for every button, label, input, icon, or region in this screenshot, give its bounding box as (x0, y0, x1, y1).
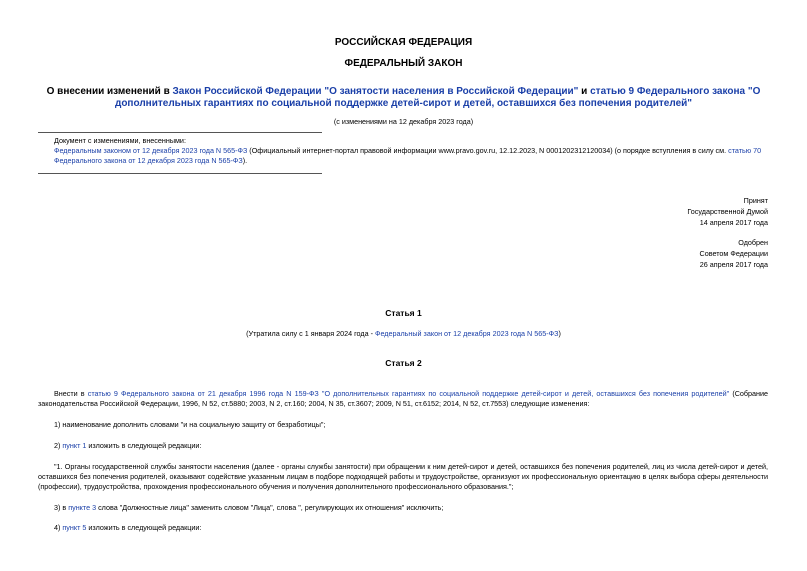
adopted-body: Государственной Думой (687, 207, 768, 216)
approved-date: 26 апреля 2017 года (699, 260, 768, 269)
article-1-note-end: ) (558, 329, 561, 338)
intro-prefix: Внести в (54, 389, 88, 398)
article-1-repeal-link[interactable]: Федеральный закон от 12 декабря 2023 года N 565-ФЗ (374, 329, 559, 338)
item-2-link[interactable]: пункт 1 (62, 441, 87, 450)
adopted-date: 14 апреля 2017 года (699, 218, 768, 227)
divider-bottom (38, 173, 322, 174)
article-1-note (0, 329, 807, 338)
amending-law-link[interactable]: Федеральным законом от 12 декабря 2023 года N 565-ФЗ (54, 146, 248, 155)
item-4 (54, 523, 768, 533)
item-1: 1) наименование дополнить словами "и на социальную защиту от безработицы"; (54, 420, 326, 429)
document-changes-text: (Официальный интернет-портал правовой информации www.pravo.gov.ru, 12.12.2023, N 0001202312120034) (о порядке вступления в силу см. (247, 146, 729, 155)
article-2-heading: Статья 2 (385, 358, 422, 368)
title-conjunction: и (578, 86, 591, 97)
title-link-employment-law[interactable]: Закон Российской Федерации "О занятости населения в Российской Федерации" (172, 86, 579, 97)
item-2-quoted-text: "1. Органы государственной службы занятости населения (далее - органы службы занятости) при обращении к ним детей-сирот и детей, оставшихся без попечения родителей, лиц из числа детей-сирот и детей, оставшихся без попечения родителей, оказывают содействие указанным лицам в подборе подходящей работы и трудоустройстве, организуют их профессиональную ориентацию в целях выбора сферы деятельности (профессии), трудоустройства, прохождения профессионального обучения и получения дополнительного профессионального образования."; (38, 462, 768, 491)
title-prefix: О внесении изменений в (46, 86, 173, 97)
adopted-label: Принят (743, 196, 768, 205)
adopted-by-duma (687, 195, 768, 228)
item-3-prefix: 3) в (54, 503, 69, 512)
item-4-prefix: 4) (54, 523, 63, 532)
country-heading: РОССИЙСКАЯ ФЕДЕРАЦИЯ (334, 37, 473, 48)
item-2-suffix: изложить в следующей редакции: (86, 441, 202, 450)
article-1-note-prefix: (Утратила силу с 1 января 2024 года - (246, 329, 375, 338)
intro-suffix: (Собрание законодательства Российской Федерации, 1996, N 52, ст.5880; 2003, N 2, ст.160; 2004, N 35, ст.3607; 2009, N 51, ст.6152; 2014, N 52, ст.7553) следующие изменения: (38, 389, 768, 408)
divider-top (38, 132, 322, 133)
article-2-intro (38, 389, 768, 409)
item-2 (54, 441, 768, 451)
item-3-suffix: слова "Должностные лица" заменить словом "Лица", слова ", регулирующих их отношения" исключить; (96, 503, 444, 512)
document-changes-label: Документ с изменениями, внесенными: (54, 136, 186, 145)
approved-by-council (700, 237, 768, 270)
law-title (40, 86, 767, 110)
changes-note: (с изменениями на 12 декабря 2023 года) (333, 117, 474, 126)
approved-label: Одобрен (738, 238, 768, 247)
article-9-law-link[interactable]: статью 9 Федерального закона от 21 декабря 1996 года N 159-ФЗ "О дополнительных гарантиях по социальной поддержке детей-сирот и детей, оставшихся без попечения родителей" (87, 389, 730, 398)
article-1-heading: Статья 1 (385, 308, 422, 318)
law-type-heading: ФЕДЕРАЛЬНЫЙ ЗАКОН (344, 58, 463, 69)
approved-body: Советом Федерации (699, 249, 768, 258)
document-changes-body (38, 146, 770, 166)
item-4-link[interactable]: пункт 5 (62, 523, 87, 532)
item-4-suffix: изложить в следующей редакции: (86, 523, 202, 532)
item-3-link[interactable]: пункте 3 (68, 503, 97, 512)
item-2-prefix: 2) (54, 441, 63, 450)
document-changes-end: ). (242, 156, 248, 165)
title-link-orphans-law[interactable]: статью 9 Федерального закона "О дополнительных гарантиях по социальной поддержке детей-сирот и детей, оставшихся без попечения родителей" (114, 86, 761, 109)
item-3 (54, 503, 768, 513)
article-70-link[interactable]: статью 70 Федерального закона от 12 декабря 2023 года N 565-ФЗ (54, 146, 762, 165)
document-changes-block (38, 136, 770, 166)
